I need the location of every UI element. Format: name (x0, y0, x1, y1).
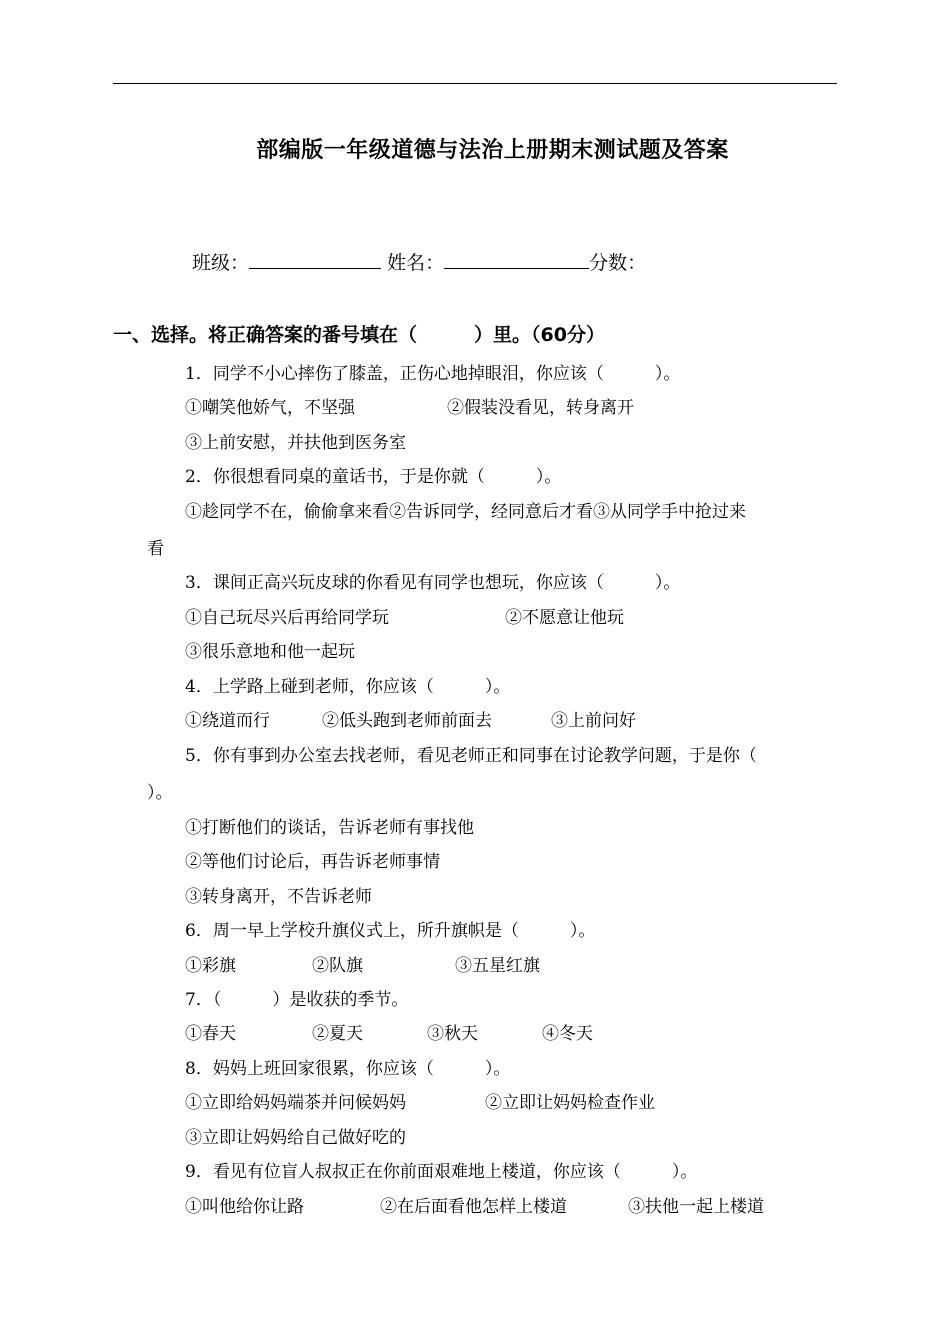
document-title: 部编版一年级道德与法治上册期末测试题及答案 (256, 138, 729, 163)
q4-option-a: ①绕道而行 (185, 711, 270, 731)
q6-option-a: ①彩旗 (185, 956, 236, 976)
student-info-line (192, 248, 646, 275)
q1-option-c: ③上前安慰，并扶他到医务室 (185, 433, 406, 453)
question-9-stem: 9．看见有位盲人叔叔正在你前面艰难地上楼道，你应该（ ）。 (185, 1162, 698, 1182)
q2-options-cont: 看 (147, 539, 164, 559)
q5-option-b: ②等他们讨论后，再告诉老师事情 (185, 852, 440, 872)
name-blank[interactable] (444, 250, 589, 269)
q3-option-c: ③很乐意地和他一起玩 (185, 642, 355, 662)
q5-option-a: ①打断他们的谈话，告诉老师有事找他 (185, 818, 474, 838)
question-7-stem: 7．（ ）是收获的季节。 (185, 990, 409, 1010)
question-1-stem: 1．同学不小心摔伤了膝盖，正伤心地掉眼泪，你应该（ ）。 (185, 364, 681, 384)
q7-option-a: ①春天 (185, 1024, 236, 1044)
question-5-stem: 5．你有事到办公室去找老师，看见老师正和同事在讨论教学问题，于是你（ (185, 746, 757, 766)
q2-options: ①趁同学不在，偷偷拿来看②告诉同学，经同意后才看③从同学手中抢过来 (185, 502, 746, 522)
question-6-stem: 6．周一早上学校升旗仪式上，所升旗帜是（ ）。 (185, 921, 596, 941)
q1-option-a: ①嘲笑他娇气，不坚强 (185, 398, 355, 418)
q7-option-b: ②夏天 (312, 1024, 363, 1044)
name-label: 姓名： (387, 252, 445, 274)
question-2-stem: 2．你很想看同桌的童话书，于是你就（ ）。 (185, 467, 562, 487)
q3-option-a: ①自己玩尽兴后再给同学玩 (185, 608, 389, 628)
q6-option-c: ③五星红旗 (455, 956, 540, 976)
q8-option-a: ①立即给妈妈端茶并问候妈妈 (185, 1093, 406, 1113)
question-5-stem-cont: ）。 (147, 783, 173, 803)
score-label: 分数： (589, 252, 647, 274)
q9-option-b: ②在后面看他怎样上楼道 (380, 1197, 567, 1217)
question-3-stem: 3．课间正高兴玩皮球的你看见有同学也想玩，你应该（ ）。 (185, 573, 681, 593)
q9-option-a: ①叫他给你让路 (185, 1197, 304, 1217)
header-rule (113, 83, 837, 84)
q8-option-b: ②立即让妈妈检查作业 (485, 1093, 655, 1113)
q7-option-d: ④冬天 (542, 1024, 593, 1044)
q8-option-c: ③立即让妈妈给自己做好吃的 (185, 1128, 406, 1148)
q3-option-b: ②不愿意让他玩 (505, 608, 624, 628)
class-label: 班级： (192, 252, 250, 274)
q6-option-b: ②队旗 (312, 956, 363, 976)
q4-option-c: ③上前问好 (551, 711, 636, 731)
class-blank[interactable] (249, 250, 381, 269)
section-heading: 一、选择。将正确答案的番号填在（ ）里。（60分） (113, 324, 605, 346)
q4-option-b: ②低头跑到老师前面去 (322, 711, 492, 731)
question-8-stem: 8．妈妈上班回家很累，你应该（ ）。 (185, 1059, 511, 1079)
q9-option-c: ③扶他一起上楼道 (628, 1197, 764, 1217)
q1-option-b: ②假装没看见，转身离开 (447, 398, 634, 418)
question-4-stem: 4．上学路上碰到老师，你应该（ ）。 (185, 677, 511, 697)
q5-option-c: ③转身离开，不告诉老师 (185, 887, 372, 907)
q7-option-c: ③秋天 (427, 1024, 478, 1044)
